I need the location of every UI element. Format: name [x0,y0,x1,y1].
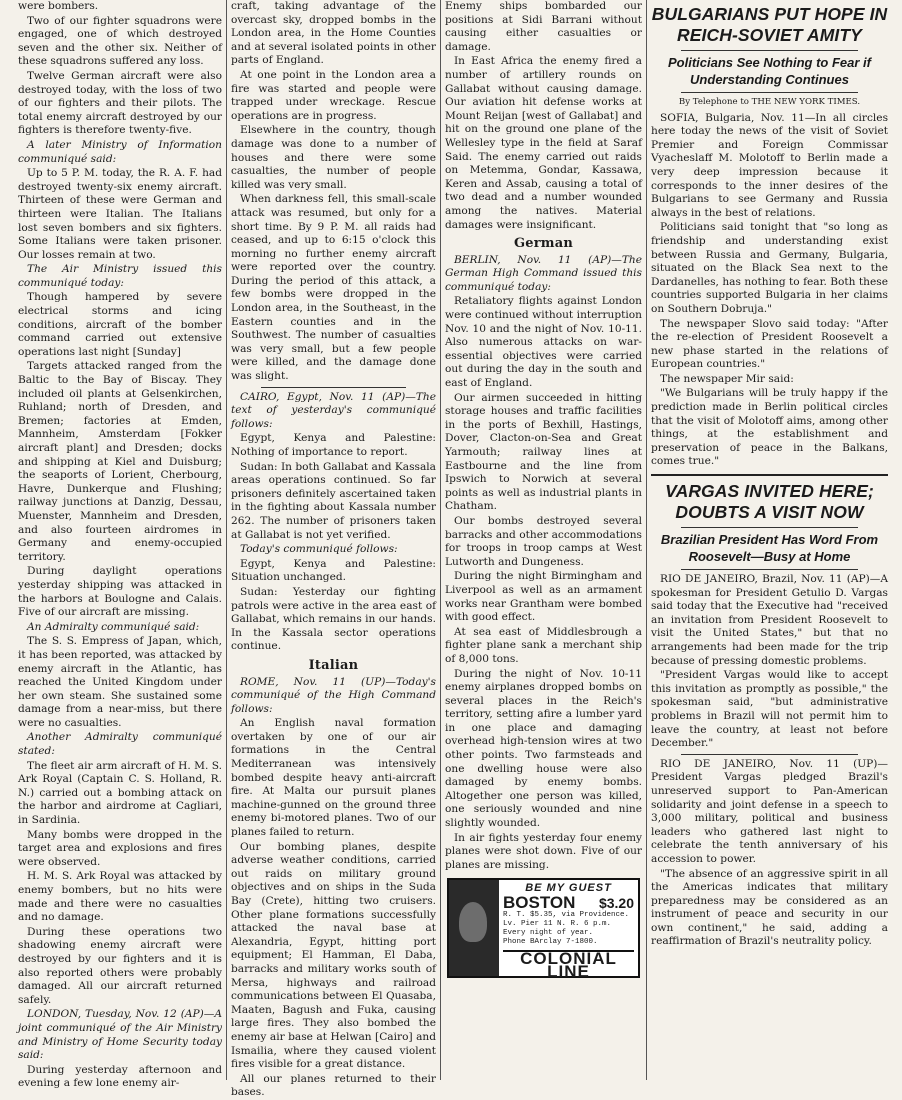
paragraph: "The absence of an aggressive spirit in all the Americas indicates that military preparedness may be considered as an instrument of peace and security in our own continent," he said, adding a reaffirmation of Brazil's neutrality policy. [651,867,888,948]
ad-destination: BOSTON [503,893,576,912]
dateline-paragraph [445,254,642,295]
column-2 [226,0,440,1099]
paragraph: The newspaper Slovo said today: "After the re-election of President Roosevelt a new phase started in the relations of European countries." [651,317,888,371]
paragraph: The fleet air arm aircraft of H. M. S. Ark Royal (Captain C. S. Holland, R. N.) carried out a bombing attack on the harbor and airdrome at Cagliari, in Sardinia. [18,759,222,827]
section-subhead: German [513,236,574,252]
paragraph: H. M. S. Ark Royal was attacked by enemy bombers, but no hits were made and there were no casualties and no damage. [18,870,222,924]
communique-intro: Another Admiralty communiqué stated: [18,731,222,758]
ad-body [499,880,638,982]
divider [681,754,858,755]
communique-intro: —The text of yesterday's communiqué follows: [231,390,436,430]
dateline-paragraph [231,676,436,717]
colonial-line-advertisement [447,878,640,982]
ad-photo [449,880,499,976]
dateline: CAIRO, Egypt, Nov. 11 (AP) [240,390,406,403]
paragraph: Elsewhere in the country, though damage was done to a number of houses and there were some casualties, the number of people killed was very small. [231,124,436,191]
paragraph: Our bombing planes, despite adverse weather conditions, carried out raids on military ground objectives and on ships in the Suda Bay (Crete), hitting two cruisers. Other plane formations successfully attacked the naval base at Alexandria, Egypt, hitting port equipment; El Hamman, El Daba, barracks and military works south of Mersa, highways and railroad communications between El Quasaba, Maaten, Bagush and Fuka, causing large fires. They also bombed the enemy air base at Helwan [Cairo] and Ismailia, where they caused violent fires visible for a great distance. [231,840,436,1071]
paragraph: RIO DE JANEIRO, Brazil, Nov. 11 (AP)—A spokesman for President Getulio D. Vargas said today that the Executive had "received an invitation from President Roosevelt to visit the United States," but that no arrangements had been made for the trip because of pressing domestic problems. [651,573,888,667]
section-divider [651,474,888,476]
divider [681,569,858,570]
paragraph: During the night of Nov. 10-11 enemy airplanes dropped bombs on several places in the Reich's territory, setting afire a lumber yard in one place and damaging overhead high-tension wires at two other points. Two farmsteads and one dwelling house were also damaged by enemy bombs. Altogether one person was killed, one seriously wounded and nine slightly wounded. [445,667,642,830]
divider [681,92,858,93]
divider [681,527,858,528]
ad-company: COLONIAL LINE [503,950,634,979]
paragraph: SOFIA, Bulgaria, Nov. 11—In all circles here today the news of the visit of Soviet Premier and Foreign Commissar Vyacheslaff M. Molotoff to Berlin made a very deep impression because it corresponds to the inner desires of the Bulgarians to see Germany and Russia always in the best of relations. [651,111,888,219]
paragraph: The S. S. Empress of Japan, which, it has been reported, was attacked by enemy aircraft in the Atlantic, has reached the United Kingdom under her own steam. She sustained some damage from a near-miss, but there were no casualties. [18,635,222,729]
paragraph: All our planes returned to their bases. [231,1072,436,1099]
paragraph: At sea east of Middlesbrough a fighter plane sank a merchant ship of 8,000 tons. [445,625,642,665]
communique-intro: —A joint communiqué of the Air Ministry and Ministry of Home Security today said: [18,1008,222,1062]
ad-price: $3.20 [598,895,634,911]
paragraph: During the night Birmingham and Liverpool as well as an armament works near Grantham were bombed with good effect. [445,570,642,624]
dateline: LONDON, Tuesday, Nov. 12 (AP) [27,1008,204,1021]
column-4 [646,0,892,1080]
paragraph: Two of our fighter squadrons were engaged, one of which destroyed seven and the other six. Neither of these squadrons suffered any loss. [18,14,222,68]
paragraph: During these operations two shadowing enemy aircraft were destroyed by our fighters and it is also reported others were probably damaged. All our aircraft returned safely. [18,925,222,1006]
paragraph: The newspaper Mir said: [660,372,794,385]
dateline-paragraph [231,391,436,432]
ad-tagline: BE MY GUEST [525,882,612,895]
paragraph: At one point in the London area a fire was started and people were trapped under wreckage. Rescue operations are in progress. [231,68,436,122]
paragraph: Egypt, Kenya and Palestine: Situation unchanged. [231,557,436,584]
paragraph: Enemy ships bombarded our positions at Sidi Barrani without causing either casualties or damage. [445,0,642,53]
column-3 [440,0,646,1080]
paragraph: Egypt, Kenya and Palestine: Nothing of importance to report. [231,432,436,458]
divider [681,50,858,51]
paragraph: An English naval formation overtaken by one of our air formations in the Central Mediterranean was intensively bombed despite heavy anti-aircraft fire. At Malta our pursuit planes machine-gunned on the ground three enemy bi-motored planes. Two of our planes failed to return. [231,717,436,839]
ad-detail: Every night of year. [503,928,594,937]
communique-intro: —The German High Command issued this communiqué today: [445,253,642,293]
paragraph: In East Africa the enemy fired a number of artillery rounds on Gallabat without causing damage. Our aviation hit defense works at Mount Reijan [west of Gallabat] and hit on the ground one plane of the Wellesley type in the field at Saraf Said. The enemy carried out raids on Metemma, Gondar, Kassawa, Keren and Assab, causing a total of two dead and a number wounded among the natives. Material damages were insignificant. [445,55,642,231]
paragraph: Sudan: In both Gallabat and Kassala areas operations continued. So far prisoners definitely ascertained taken in the fighting about Kassala number 262. The number of prisoners taken at Gallabat is not yet verified. [231,460,436,541]
communique-intro: The Air Ministry issued this communiqué today: [18,263,222,289]
headline-vargas: VARGAS INVITED HERE; DOUBTS A VISIT NOW [665,481,874,523]
byline: By Telephone to THE NEW YORK TIMES. [678,97,861,107]
paragraph: During daylight operations yesterday shipping was attacked in the harbors at Boulogne and Calais. Five of our aircraft are missing. [18,565,222,619]
ad-detail: Phone BArclay 7-1800. [503,937,598,946]
paragraph: Many bombs were dropped in the target area and explosions and fires were observed. [18,828,222,868]
ad-detail: Lv. Pier 11 N. R. 6 p.m. [503,919,612,928]
paragraph: RIO DE JANEIRO, Nov. 11 (UP)—President Vargas pledged Brazil's unreserved support to Pan-American solidarity and joint defense in a speech to 3,000 military, political and business leaders who gathered last night to celebrate the tenth anniversary of his accession to power. [651,757,888,865]
communique-intro: A later Ministry of Information communiqué said: [18,138,222,165]
paragraph: Twelve German aircraft were also destroyed today, with the loss of two of our fighters and their pilots. The total enemy aircraft destroyed by our fighters is therefore twenty-five. [18,69,222,137]
paragraph: Our bombs destroyed several barracks and other accommodations for troops in troop camps at West Lutworth and Dungeness. [445,514,642,568]
paragraph: In air fights yesterday four enemy planes were shot down. Five of our planes are missing. [445,831,642,871]
communique-intro: Today's communiqué follows: [240,543,398,556]
paragraph: Sudan: Yesterday our fighting patrols were active in the area east of Gallabat, which remains in our hands. In the Kassala sector operations continue. [231,585,436,653]
ad-price-row [503,893,634,912]
column-1 [14,0,226,1090]
paragraph: Though hampered by severe electrical storms and icing conditions, aircraft of the bomber command carried out extensive operations last night [Sunday] [18,291,222,358]
communique-intro: An Admiralty communiqué said: [27,620,200,633]
paragraph: Retaliatory flights against London were continued without interruption Nov. 10 and the night of Nov. 10-11. Also numerous attacks on war-essential objectives were carried out during the day in the south and east of England. [445,295,642,390]
paragraph: Politicians said tonight that "so long as friendship and understanding exist between Russia and Germany, Bulgaria, situated on the Black Sea next to the Dardanelles, has nothing to fear. Both these countries supported Bulgaria in her claims on Southern Dobruja." [651,221,888,315]
paragraph: craft, taking advantage of the overcast sky, dropped bombs in the London area, in the Home Counties and at several isolated points in other parts of England. [231,0,436,67]
paragraph: Targets attacked ranged from the Baltic to the Bay of Biscay. They included oil plants at Gelsenkirchen, Ruhland; north of Dresden, and Bremen; factories at Emden, Mannheim, Amsterdam [Fokker aircraft plant] and Dresden; docks and shipping at Kiel and Duisburg; the seaports of Lorient, Cherbourg, Havre, Dunkerque and Flushing; railway junctions at Danzig, Dessau, Muenster, Mannheim and Dresden, and also fourteen airdromes in Germany and enemy-occupied territory. [18,360,222,563]
paragraph: "President Vargas would like to accept this invitation as promptly as possible," the spokesman said, "but administrative problems in Brazil will not permit him to leave the country, at least not before December." [651,669,888,750]
dateline: BERLIN, Nov. 11 (AP) [454,253,612,266]
divider [261,387,406,388]
section-subhead: Italian [308,657,359,673]
paragraph: Our airmen succeeded in hitting storage houses and traffic facilities in the ports of Bexhill, Hastings, Dover, Clacton-on-Sea and Great Yarmouth; railway lines at Eastbourne and the line from Ipswich to Norwich at several points as well as industrial plants in Chatham. [445,391,642,513]
paragraph: Up to 5 P. M. today, the R. A. F. had destroyed twenty-six enemy aircraft. Thirteen of these were German and thirteen were Italian. The Italians lost seven bombers and six fighters. Some Italians were taken prisoner. Our losses remain at two. [18,167,222,261]
ad-detail: R. T. $5.35, via Providence. [503,910,630,919]
paragraph: were bombers. [18,0,99,12]
deck-vargas: Brazilian President Has Word From Roosevelt—Busy at Home [660,532,879,565]
deck-bulgarians: Politicians See Nothing to Fear if Understanding Continues [668,55,871,87]
headline-bulgarians: BULGARIANS PUT HOPE IN REICH-SOVIET AMITY [651,4,888,45]
paragraph: When darkness fell, this small-scale attack was resumed, but only for a short time. By 9 P. M. all raids had ceased, and up to 6:15 o'clock this morning no further enemy aircraft were reported over the country. During the period of this attack, a few bombs were dropped in the London area, in the Southeast, in the Eastern counties and in the Southwest. The number of casualties was very small, but a few people were killed, and the damage done was slight. [231,193,436,383]
paragraph: During yesterday afternoon and evening a few lone enemy air- [18,1063,222,1090]
dateline-paragraph [18,1008,222,1062]
paragraph: "We Bulgarians will be truly happy if the prediction made in Berlin political circles that the visit of Molotoff aims, among other things, at the establishment and preservation of peace in the Balkans, comes true." [651,387,888,468]
communique-intro: —Today's communiqué of the High Command follows: [231,675,436,715]
dateline: ROME, Nov. 11 (UP) [240,675,386,688]
